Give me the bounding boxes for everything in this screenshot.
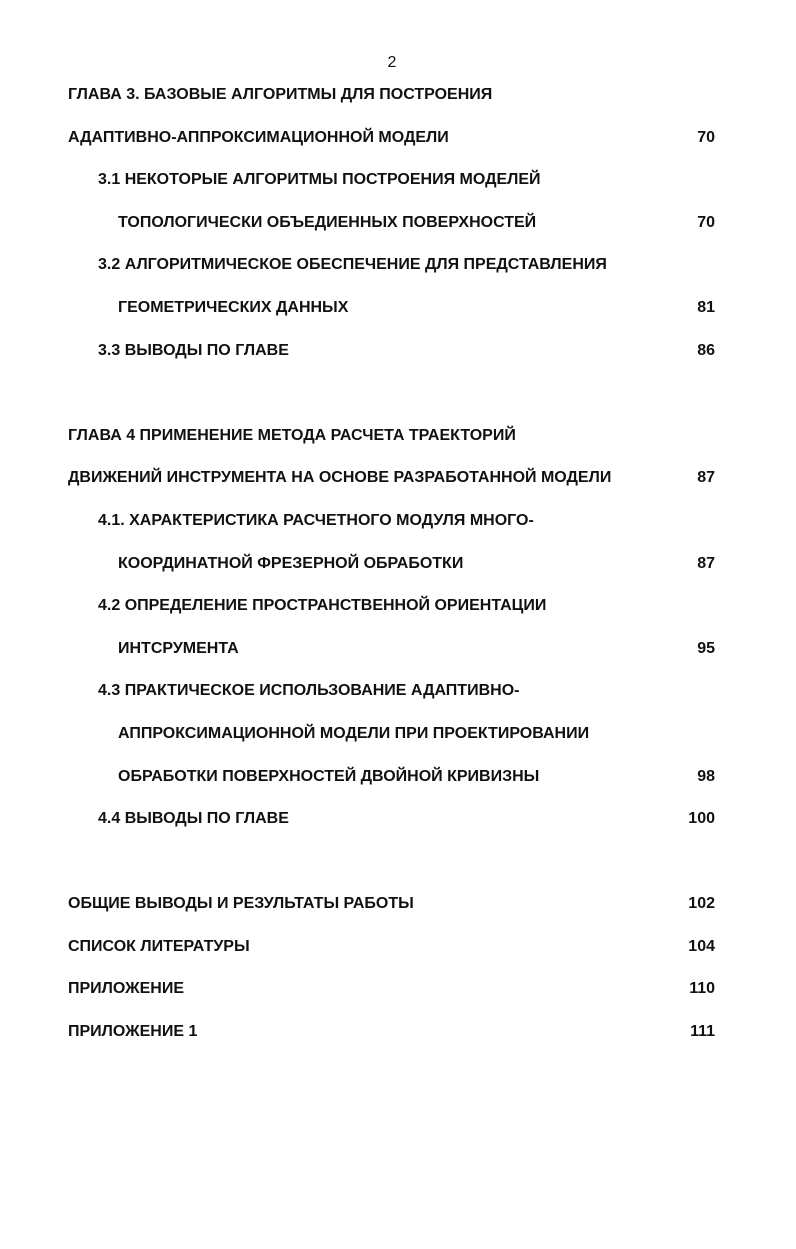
toc-entry-text: 3.1 НЕКОТОРЫЕ АЛГОРИТМЫ ПОСТРОЕНИЯ МОДЕЛЕЙ <box>98 171 541 188</box>
toc-entry-page: 111 <box>690 1023 715 1040</box>
toc-entry-section-4-2-line-1 <box>0 593 796 619</box>
toc-entry-text: ПРИЛОЖЕНИЕ 1 <box>68 1023 198 1040</box>
toc-entry-appendix <box>0 976 796 1002</box>
toc-entry-text: АППРОКСИМАЦИОННОЙ МОДЕЛИ ПРИ ПРОЕКТИРОВАНИИ <box>118 725 590 742</box>
toc-entry-page: 70 <box>697 129 715 146</box>
toc-entry-page: 81 <box>697 299 715 316</box>
toc-entry-section-4-2-line-2 <box>0 636 796 662</box>
toc-entry-page: 86 <box>697 342 715 359</box>
toc-entry-chapter-4-title-line-2 <box>0 465 796 491</box>
toc-entry-section-3-2-line-1 <box>0 252 796 278</box>
toc-entry-text: 4.2 ОПРЕДЕЛЕНИЕ ПРОСТРАНСТВЕННОЙ ОРИЕНТАЦИИ <box>98 597 547 614</box>
toc-entry-appendix-1 <box>0 1019 796 1045</box>
toc-entry-page: 87 <box>697 469 715 486</box>
toc-entry-text: АДАПТИВНО-АППРОКСИМАЦИОННОЙ МОДЕЛИ <box>68 129 449 146</box>
toc-entry-section-3-3 <box>0 338 796 364</box>
toc-entry-chapter-3-title-line-2 <box>0 125 796 151</box>
toc-entry-section-3-2-line-2 <box>0 295 796 321</box>
toc-entry-page: 104 <box>688 938 715 955</box>
toc-entry-section-4-4 <box>0 806 796 832</box>
toc-entry-text: 3.2 АЛГОРИТМИЧЕСКОЕ ОБЕСПЕЧЕНИЕ ДЛЯ ПРЕДСТАВЛЕНИЯ <box>98 256 607 273</box>
toc-entry-text: 4.3 ПРАКТИЧЕСКОЕ ИСПОЛЬЗОВАНИЕ АДАПТИВНО- <box>98 682 520 699</box>
toc-entry-page: 70 <box>697 214 715 231</box>
toc-entry-text: КООРДИНАТНОЙ ФРЕЗЕРНОЙ ОБРАБОТКИ <box>118 555 464 572</box>
toc-entry-text: ИНТСРУМЕНТА <box>118 640 239 657</box>
toc-entry-text: ГЛАВА 3. БАЗОВЫЕ АЛГОРИТМЫ ДЛЯ ПОСТРОЕНИЯ <box>68 86 493 103</box>
toc-entry-section-4-1-line-1 <box>0 508 796 534</box>
toc-entry-page: 98 <box>697 768 715 785</box>
toc-entry-general-conclusions <box>0 891 796 917</box>
toc-entry-page: 87 <box>697 555 715 572</box>
toc-entry-text: ГЕОМЕТРИЧЕСКИХ ДАННЫХ <box>118 299 349 316</box>
toc-entry-text: ОБЩИЕ ВЫВОДЫ И РЕЗУЛЬТАТЫ РАБОТЫ <box>68 895 414 912</box>
toc-entry-text: ГЛАВА 4 ПРИМЕНЕНИЕ МЕТОДА РАСЧЕТА ТРАЕКТОРИЙ <box>68 427 516 444</box>
toc-entry-text: ТОПОЛОГИЧЕСКИ ОБЪЕДИЕННЫХ ПОВЕРХНОСТЕЙ <box>118 214 537 231</box>
toc-entry-text: 4.4 ВЫВОДЫ ПО ГЛАВЕ <box>98 810 289 827</box>
toc-entry-page: 95 <box>697 640 715 657</box>
toc-entry-text: ОБРАБОТКИ ПОВЕРХНОСТЕЙ ДВОЙНОЙ КРИВИЗНЫ <box>118 768 540 785</box>
toc-entry-section-3-1-line-2 <box>0 210 796 236</box>
toc-entry-section-3-1-line-1 <box>0 167 796 193</box>
page-number: 2 <box>387 54 397 71</box>
toc-entry-bibliography <box>0 934 796 960</box>
toc-entry-section-4-3-line-2 <box>0 721 796 747</box>
toc-entry-page: 110 <box>689 980 715 997</box>
toc-entry-section-4-1-line-2 <box>0 551 796 577</box>
toc-entry-text: ДВИЖЕНИЙ ИНСТРУМЕНТА НА ОСНОВЕ РАЗРАБОТАННОЙ МОДЕЛИ <box>68 469 612 486</box>
toc-entry-text: СПИСОК ЛИТЕРАТУРЫ <box>68 938 250 955</box>
toc-entry-text: 3.3 ВЫВОДЫ ПО ГЛАВЕ <box>98 342 289 359</box>
toc-entry-page: 100 <box>688 810 715 827</box>
toc-entry-text: ПРИЛОЖЕНИЕ <box>68 980 184 997</box>
toc-entry-chapter-3-title-line-1 <box>0 82 796 108</box>
toc-entry-chapter-4-title-line-1 <box>0 423 796 449</box>
toc-entry-section-4-3-line-1 <box>0 678 796 704</box>
toc-entry-text: 4.1. ХАРАКТЕРИСТИКА РАСЧЕТНОГО МОДУЛЯ МНОГО- <box>98 512 534 529</box>
toc-entry-section-4-3-line-3 <box>0 764 796 790</box>
toc-entry-page: 102 <box>688 895 715 912</box>
